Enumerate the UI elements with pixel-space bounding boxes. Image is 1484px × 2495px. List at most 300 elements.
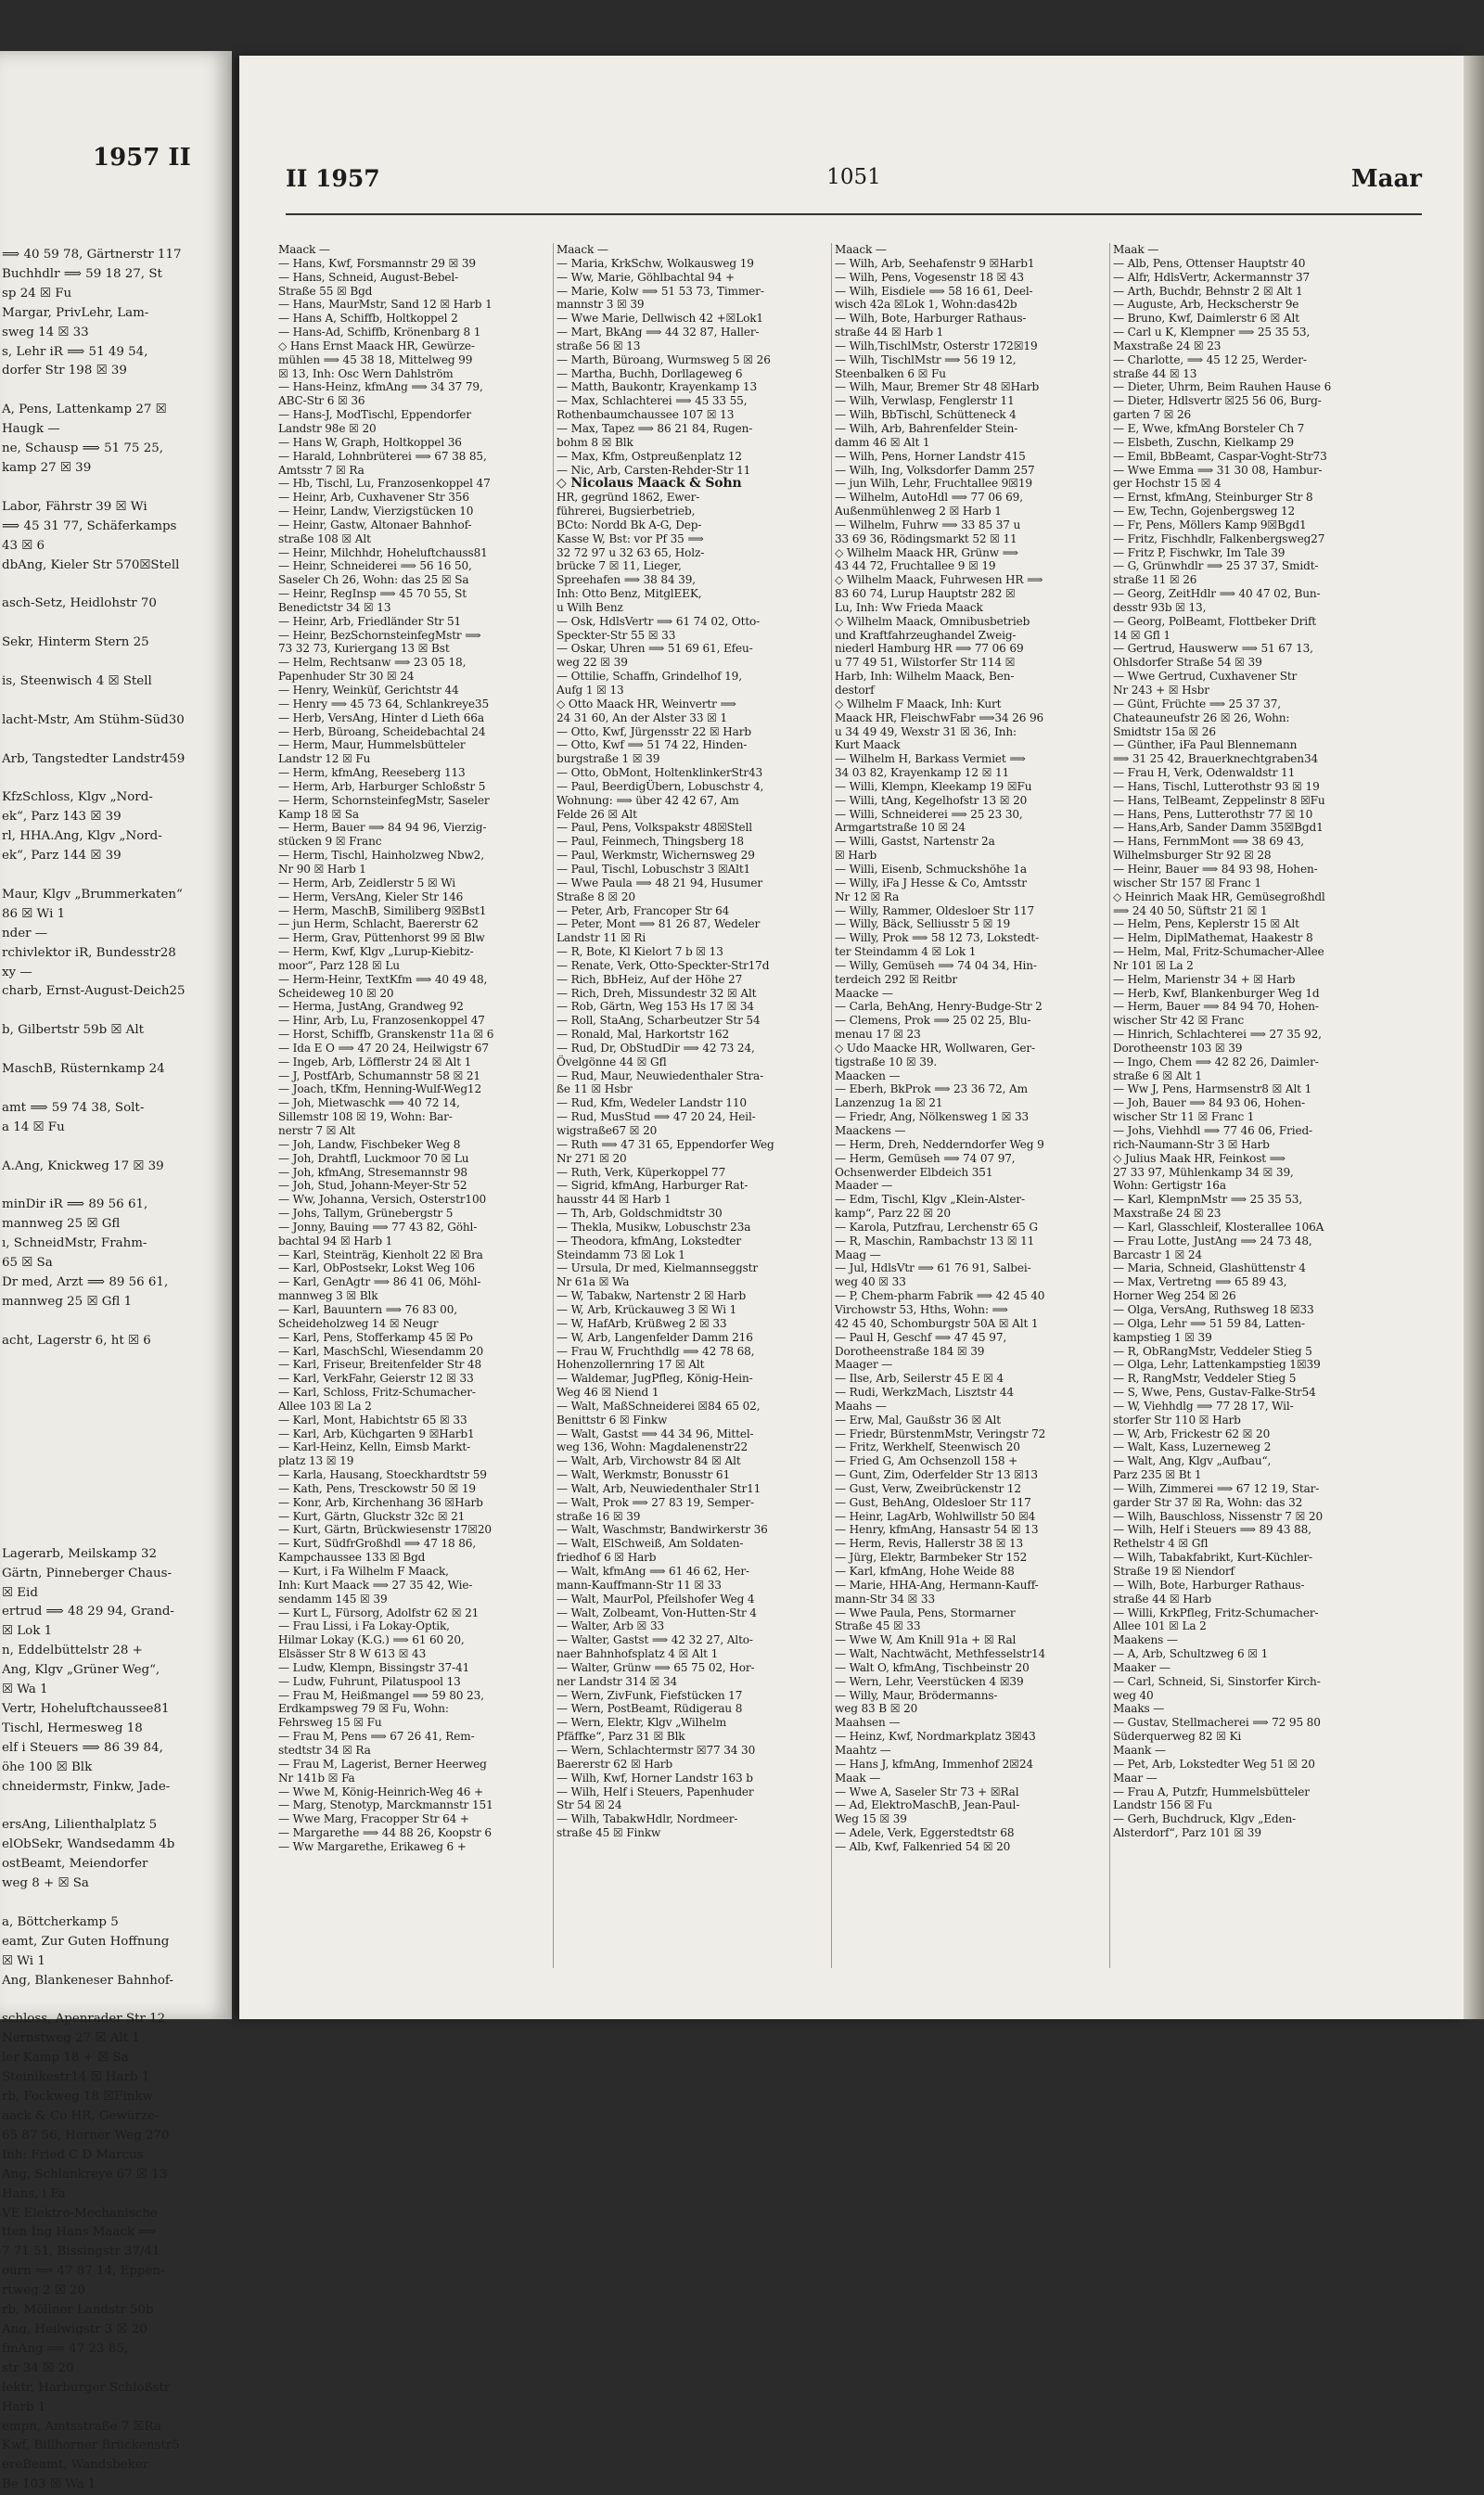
directory-entry: — Marie, HHA-Ang, Hermann-Kauff- xyxy=(835,1578,1039,1592)
directory-entry: — Hans, FernmMont ⟹ 38 69 43, xyxy=(1113,835,1304,849)
column-divider xyxy=(831,243,832,1968)
directory-entry: — jun Herm, Schlacht, Baererstr 62 xyxy=(278,917,479,931)
adjacent-page-line: dorfer Str 198 ☒ 39 xyxy=(2,364,127,378)
directory-entry: Maackens — xyxy=(835,1124,906,1137)
directory-entry: — Wilh, Tabakfabrikt, Kurt-Küchler- xyxy=(1113,1551,1312,1565)
directory-entry: niederl Hamburg HR ⟹ 77 06 69 xyxy=(835,642,1024,656)
directory-entry: stücken 9 ☒ Franc xyxy=(278,835,382,849)
directory-entry: — Martha, Buchh, Dorllageweg 6 xyxy=(556,366,743,380)
directory-entry: Sillemstr 108 ☒ 19, Wohn: Bar- xyxy=(278,1110,453,1124)
directory-entry: — Olga, Lehr, Lattenkampstieg 1☒39 xyxy=(1113,1358,1321,1372)
adjacent-page-line: Buchhdlr ⟹ 59 18 27, St xyxy=(2,266,162,281)
directory-entry: moor“, Parz 128 ☒ Lu xyxy=(278,958,400,972)
adjacent-page-line: VE Elektro-Mechanische xyxy=(2,2206,158,2220)
directory-entry: — Friedr, BürstenmMstr, Veringstr 72 xyxy=(835,1427,1046,1440)
directory-entry: ⟹ 24 40 50, Süftstr 21 ☒ 1 xyxy=(1113,903,1268,917)
adjacent-page-line: fmAng ⟹ 47 23 85, xyxy=(2,2341,129,2356)
directory-entry: — Karl, MaschSchl, Wiesendamm 20 xyxy=(278,1344,484,1358)
adjacent-page-line xyxy=(0,1389,232,1409)
directory-entry: 27 33 97, Mühlenkamp 34 ☒ 39, xyxy=(1113,1165,1294,1179)
directory-entry: — Wwe Marie, Dellwisch 42 +☒Lok1 xyxy=(556,312,763,326)
directory-entry: — Roll, StaAng, Scharbeutzer Str 54 xyxy=(556,1014,761,1028)
directory-entry: Scheideweg 10 ☒ 20 xyxy=(278,986,394,1000)
adjacent-page-line: ersAng, Lilienthalplatz 5 xyxy=(2,1818,158,1833)
directory-entry: — Joh, kfmAng, Stresemannstr 98 xyxy=(278,1165,467,1179)
adjacent-page-line: str 34 ☒ 20 xyxy=(2,2361,74,2375)
adjacent-page-line: ⟹ 45 31 77, Schäferkamps xyxy=(2,518,177,533)
directory-entry: — Wwe Marg, Fracopper Str 64 + xyxy=(278,1812,469,1826)
directory-entry: — Alb, Pens, Ottenser Hauptstr 40 xyxy=(1113,256,1306,270)
directory-entry: führerei, Bugsierbetrieb, xyxy=(556,505,696,518)
directory-entry: Maack HR, FleischwFabr ⟹34 26 96 xyxy=(835,710,1044,724)
directory-entry: — Henry, kfmAng, Hansastr 54 ☒ 13 xyxy=(835,1523,1039,1537)
directory-entry: Landstr 12 ☒ Fu xyxy=(278,752,371,766)
directory-entry: ◇ Wilhelm F Maack, Inh: Kurt xyxy=(835,697,1002,710)
adjacent-page-line: Margar, PrivLehr, Lam- xyxy=(2,305,149,320)
directory-entry: straße 45 ☒ Finkw xyxy=(556,1826,661,1840)
adjacent-page-line: mannweg 25 ☒ Gfl xyxy=(2,1217,121,1232)
adjacent-page-line: Ang, Heilwigstr 3 ☒ 20 xyxy=(2,2322,147,2336)
directory-entry: — Willy, iFa J Hesse & Co, Amtsstr xyxy=(835,876,1027,889)
directory-entry: — R, ObRangMstr, Veddeler Stieg 5 xyxy=(1113,1344,1312,1358)
directory-entry: — Heinr, LagArb, Wohlwillstr 50 ☒4 xyxy=(835,1509,1036,1523)
directory-entry: Nr 90 ☒ Harb 1 xyxy=(278,862,366,876)
adjacent-page-line: ☒ Wi 1 xyxy=(2,1953,45,1968)
directory-entry: — Heinr, Milchhdr, Hoheluftchauss81 xyxy=(278,545,488,559)
directory-entry: — Paul, BeerdigÜbern, Lobuschstr 4, xyxy=(556,779,764,793)
adjacent-page-line: Ang, Schlankreye 67 ☒ 13 xyxy=(2,2167,168,2182)
directory-entry: — Frau A, Putzfr, Hummelsbütteler xyxy=(1113,1785,1310,1798)
directory-entry: Virchowstr 53, Hths, Wohn: ⟹ xyxy=(835,1302,1008,1316)
directory-entry: mannstr 3 ☒ 39 xyxy=(556,298,645,312)
directory-entry: 33 69 36, Rödingsmarkt 52 ☒ 11 xyxy=(835,531,1017,545)
directory-entry: Außenmühlenweg 2 ☒ Harb 1 xyxy=(835,505,1002,518)
directory-entry: — Walt, kfmAng ⟹ 61 46 62, Her- xyxy=(556,1565,749,1578)
directory-entry: Lu, Inh: Ww Frieda Maack xyxy=(835,600,983,614)
directory-entry: — Wilh, Kwf, Horner Landstr 163 b xyxy=(556,1771,753,1785)
directory-entry: — Mart, BkAng ⟹ 44 32 87, Haller- xyxy=(556,326,760,339)
adjacent-page-line xyxy=(0,1991,232,2011)
directory-entry: 83 60 74, Lurup Hauptstr 282 ☒ xyxy=(835,587,1016,601)
adjacent-page-line xyxy=(0,1080,232,1099)
adjacent-page-line: Gärtn, Pinneberger Chaus- xyxy=(2,1566,172,1580)
adjacent-page-line: Harb 1 xyxy=(2,2399,46,2414)
adjacent-page-line xyxy=(0,1526,232,1545)
directory-entry: Kampchaussee 133 ☒ Bgd xyxy=(278,1551,426,1565)
adjacent-page-line xyxy=(0,1409,232,1428)
adjacent-page-line: rb, Möllner Landstr 50b xyxy=(2,2303,154,2318)
directory-entry: destorf xyxy=(835,684,875,697)
directory-entry: — Hans, Tischl, Lutterothstr 93 ☒ 19 xyxy=(1113,779,1320,793)
adjacent-page-line: xy — xyxy=(2,965,32,979)
adjacent-page-line: rchivlektor iR, Bundesstr28 xyxy=(2,945,176,960)
adjacent-page-line xyxy=(0,381,232,401)
directory-entry: — R, RangMstr, Veddeler Stieg 5 xyxy=(1113,1372,1297,1386)
directory-entry: — Herm, MaschB, Similiberg 9☒Bst1 xyxy=(278,903,487,917)
directory-entry: Armgartstraße 10 ☒ 24 xyxy=(835,821,966,835)
directory-entry: brücke 7 ☒ 11, Lieger, xyxy=(556,559,682,573)
directory-entry: Dorotheenstr 103 ☒ 39 xyxy=(1113,1041,1243,1055)
directory-entry: — Hinrich, Schlachterei ⟹ 27 35 92, xyxy=(1113,1028,1322,1042)
directory-entry: — Peter, Mont ⟹ 81 26 87, Wedeler xyxy=(556,917,761,931)
directory-entry: — Joh, Bauer ⟹ 84 93 06, Hohen- xyxy=(1113,1096,1305,1110)
directory-entry: — Herm, Gemüseh ⟹ 74 07 97, xyxy=(835,1151,1016,1165)
directory-entry: Hilmar Lokay (K.G.) ⟹ 61 60 20, xyxy=(278,1633,465,1647)
directory-entry: terdeich 292 ☒ Reitbr xyxy=(835,972,957,986)
page-header xyxy=(286,165,1422,202)
directory-entry: ☒ 13, Inh: Osc Wern Dahlström xyxy=(278,366,454,380)
adjacent-page-line xyxy=(0,1002,232,1021)
directory-entry: — Herm, Tischl, Hainholzweg Nbw2, xyxy=(278,849,484,863)
directory-entry: — Wern, Elektr, Klgv „Wilhelm xyxy=(556,1716,727,1730)
directory-entry: — Willy, Bäck, Selliusstr 5 ☒ 19 xyxy=(835,917,1011,931)
adjacent-page-line: ek“, Parz 144 ☒ 39 xyxy=(2,849,122,864)
directory-entry: straße 44 ☒ Harb 1 xyxy=(835,326,944,339)
adjacent-page-line: Be 103 ☒ Wa 1 xyxy=(2,2477,96,2492)
adjacent-page-line xyxy=(0,1448,232,1467)
directory-entry: — W, Arb, Frickestr 62 ☒ 20 xyxy=(1113,1427,1271,1440)
directory-entry: — Pet, Arb, Lokstedter Weg 51 ☒ 20 xyxy=(1113,1757,1315,1771)
directory-entry: storfer Str 110 ☒ Harb xyxy=(1113,1413,1241,1427)
directory-entry: — Heinr, RegInsp ⟹ 45 70 55, St xyxy=(278,587,467,601)
directory-entry: Maader — xyxy=(835,1179,893,1193)
directory-entry: — Ww, Johanna, Versich, Osterstr100 xyxy=(278,1193,487,1207)
directory-entry: — Karl, Schloss, Fritz-Schumacher- xyxy=(278,1386,476,1400)
directory-entry: — Walter, Arb ☒ 33 xyxy=(556,1619,665,1633)
adjacent-page-line: elf i Steuers ⟹ 86 39 84, xyxy=(2,1740,163,1755)
directory-entry: — Wilh, Pens, Horner Landstr 415 xyxy=(835,449,1026,463)
directory-entry: — Wwe M, König-Heinrich-Weg 46 + xyxy=(278,1785,484,1798)
adjacent-page-line: a, Böttcherkamp 5 xyxy=(2,1914,119,1929)
directory-entry: Spreehafen ⟹ 38 84 39, xyxy=(556,573,696,587)
adjacent-page-line: Tischl, Hermesweg 18 xyxy=(2,1721,143,1735)
directory-entry: — W, Tabakw, Nartenstr 2 ☒ Harb xyxy=(556,1289,747,1303)
directory-entry: — Walter, Grünw ⟹ 65 75 02, Hor- xyxy=(556,1660,755,1674)
directory-entry: Straße 45 ☒ 33 xyxy=(835,1619,921,1633)
directory-entry: — Henry, Weinküf, Gerichtstr 44 xyxy=(278,684,459,697)
directory-entry: — Georg, PolBeamt, Flottbeker Drift xyxy=(1113,614,1317,628)
directory-entry: — Rud, MusStud ⟹ 47 20 24, Heil- xyxy=(556,1110,756,1124)
adjacent-page-line xyxy=(0,1351,232,1371)
adjacent-page-line: rtweg 2 ☒ 20 xyxy=(2,2284,86,2298)
directory-entry: — Margarethe ⟹ 44 88 26, Koopstr 6 xyxy=(278,1826,492,1840)
directory-entry: Maank — xyxy=(1113,1743,1166,1757)
directory-entry: — Hans-Heinz, kfmAng ⟹ 34 37 79, xyxy=(278,380,483,394)
directory-entry: — Emil, BbBeamt, Caspar-Voght-Str73 xyxy=(1113,449,1327,463)
directory-entry: — Karl, kfmAng, Hohe Weide 88 xyxy=(835,1565,1015,1578)
directory-entry: Smidtstr 15a ☒ 26 xyxy=(1113,724,1216,738)
directory-entry: ◇ Udo Maacke HR, Wollwaren, Ger- xyxy=(835,1041,1035,1055)
directory-entry: u 34 49 49, Wexstr 31 ☒ 36, Inh: xyxy=(835,724,1017,738)
directory-entry: ◇ Julius Maak HR, Feinkost ⟹ xyxy=(1113,1151,1286,1165)
directory-entry: Baererstr 62 ☒ Harb xyxy=(556,1757,673,1771)
directory-entry: — Eberh, BkProk ⟹ 23 36 72, Am xyxy=(835,1082,1028,1096)
directory-entry: desstr 93b ☒ 13, xyxy=(1113,600,1207,614)
directory-entry: Straße 8 ☒ 20 xyxy=(556,889,635,903)
directory-entry: — Wilh,TischlMstr, Osterstr 172☒19 xyxy=(835,339,1038,352)
directory-entry: Chateauneufstr 26 ☒ 26, Wohn: xyxy=(1113,710,1290,724)
directory-entry: — Ingo, Chem ⟹ 42 82 26, Daimler- xyxy=(1113,1055,1319,1068)
directory-entry: — Willy, Rammer, Oldesloer Str 117 xyxy=(835,903,1035,917)
directory-entry: Weg 15 ☒ 39 xyxy=(835,1812,907,1826)
directory-entry: — Hinr, Arb, Lu, Franzosenkoppel 47 xyxy=(278,1014,485,1028)
directory-entry: — Ew, Techn, Gojenbergsweg 12 xyxy=(1113,505,1296,518)
directory-entry: — Karola, Putzfrau, Lerchenstr 65 G xyxy=(835,1220,1038,1234)
directory-entry: Nr 141b ☒ Fa xyxy=(278,1771,355,1785)
directory-entry: — Willi, tAng, Kegelhofstr 13 ☒ 20 xyxy=(835,793,1028,807)
listing-column-3 xyxy=(835,243,1106,1968)
directory-entry: — Renate, Verk, Otto-Speckter-Str17d xyxy=(556,958,770,972)
directory-entry: — Th, Arb, Goldschmidtstr 30 xyxy=(556,1207,723,1221)
adjacent-page-line xyxy=(0,731,232,750)
adjacent-page-line: b, Gilbertstr 59b ☒ Alt xyxy=(2,1023,144,1038)
directory-entry: — Wilh, Arb, Seehafenstr 9 ☒Harb1 xyxy=(835,256,1035,270)
directory-entry: Övelgönne 44 ☒ Gfl xyxy=(556,1055,667,1068)
directory-entry: — Willi, Klempn, Kleekamp 19 ☒Fu xyxy=(835,779,1032,793)
directory-entry: — Gustav, Stellmacherei ⟹ 72 95 80 xyxy=(1113,1716,1321,1730)
directory-entry: — Walt, Werkmstr, Bonusstr 61 xyxy=(556,1468,731,1482)
directory-entry: — Heinr, Schneiderei ⟹ 56 16 50, xyxy=(278,559,472,573)
directory-entry: burgstraße 1 ☒ 39 xyxy=(556,752,660,766)
adjacent-page-line: Nernstweg 27 ☒ Alt 1 xyxy=(2,2031,140,2046)
directory-entry: Horner Weg 254 ☒ 26 xyxy=(1113,1289,1236,1303)
directory-entry: — Walt, Prok ⟹ 27 83 19, Semper- xyxy=(556,1495,754,1509)
directory-entry: — Ww J, Pens, Harmsenstr8 ☒ Alt 1 xyxy=(1113,1082,1312,1096)
directory-entry: — Herma, JustAng, Grandweg 92 xyxy=(278,1000,464,1014)
directory-entry: — Wilh, TischlMstr ⟹ 56 19 12, xyxy=(835,352,1017,366)
directory-entry: — Wern, Schlachtermstr ☒77 34 30 xyxy=(556,1743,756,1757)
adjacent-page-line: lektr, Harburger Schloßstr xyxy=(2,2380,171,2395)
adjacent-page-line: Ang, Klgv „Grüner Weg“, xyxy=(2,1663,160,1678)
adjacent-page-line: chneidermstr, Finkw, Jade- xyxy=(2,1779,171,1794)
directory-entry: ABC-Str 6 ☒ 36 xyxy=(278,394,365,408)
directory-entry: Nr 243 + ☒ Hsbr xyxy=(1113,684,1209,697)
directory-entry: — Helm, Mal, Fritz-Schumacher-Allee xyxy=(1113,945,1324,959)
directory-entry: Elsässer Str 8 W 613 ☒ 43 xyxy=(278,1647,427,1661)
directory-entry: — Hans-J, ModTischl, Eppendorfer xyxy=(278,408,471,422)
directory-entry: bohm 8 ☒ Blk xyxy=(556,435,633,449)
directory-entry: Maaks — xyxy=(1113,1702,1165,1716)
directory-entry: tigstraße 10 ☒ 39. xyxy=(835,1055,938,1068)
directory-entry: — Ilse, Arb, Seilerstr 45 E ☒ 4 xyxy=(835,1372,1004,1386)
directory-entry: Maaker — xyxy=(1113,1660,1171,1674)
directory-entry: — Karl, Bauuntern ⟹ 76 83 00, xyxy=(278,1302,457,1316)
directory-entry: — Olga, VersAng, Ruthsweg 18 ☒33 xyxy=(1113,1302,1314,1316)
directory-entry: — Wilh, Bote, Harburger Rathaus- xyxy=(1113,1578,1305,1592)
directory-entry: — Hans, MaurMstr, Sand 12 ☒ Harb 1 xyxy=(278,298,493,312)
directory-entry: — Karl-Heinz, Kelln, Eimsb Markt- xyxy=(278,1440,471,1454)
directory-entry: — Karl, VerkFahr, Geierstr 12 ☒ 33 xyxy=(278,1372,474,1386)
directory-entry: — Heinr, Landw, Vierzigstücken 10 xyxy=(278,505,474,518)
directory-entry: — Wilh, Bote, Harburger Rathaus- xyxy=(835,312,1027,326)
directory-entry: straße 16 ☒ 39 xyxy=(556,1509,641,1523)
directory-entry: straße 108 ☒ Alt xyxy=(278,531,371,545)
directory-entry: — Hans, Kwf, Forsmannstr 29 ☒ 39 xyxy=(278,256,476,270)
directory-entry: — Walt, ElSchweiß, Am Soldaten- xyxy=(556,1537,744,1551)
directory-entry: — Walt, Kass, Luzerneweg 2 xyxy=(1113,1440,1272,1454)
directory-entry: Barcastr 1 ☒ 24 xyxy=(1113,1248,1202,1261)
directory-entry: — Helm, Rechtsanw ⟹ 23 05 18, xyxy=(278,656,467,670)
directory-entry: — W, Viehhdlg ⟹ 77 28 17, Wil- xyxy=(1113,1399,1294,1413)
adjacent-page-line: Maur, Klgv „Brummerkaten“ xyxy=(2,887,183,902)
directory-entry: — Joh, Landw, Fischbeker Weg 8 xyxy=(278,1137,461,1151)
directory-entry: — Paul H, Geschf ⟹ 47 45 97, xyxy=(835,1330,1007,1344)
directory-entry: — G, Grünwhdlr ⟹ 25 37 37, Smidt- xyxy=(1113,559,1319,573)
directory-entry: — Hans W, Graph, Holtkoppel 36 xyxy=(278,435,462,449)
directory-entry: — Wilh, Helf i Steuers ⟹ 89 43 88, xyxy=(1113,1523,1311,1537)
directory-entry: — Herm, Dreh, Nedderndorfer Weg 9 xyxy=(835,1137,1044,1151)
directory-entry: — Rich, Dreh, Missundestr 32 ☒ Alt xyxy=(556,986,757,1000)
directory-entry: — Fritz, Werkhelf, Steenwisch 20 xyxy=(835,1440,1020,1454)
directory-entry: wischer Str 157 ☒ Franc 1 xyxy=(1113,876,1261,889)
directory-entry: — Kath, Pens, Tresckowstr 50 ☒ 19 xyxy=(278,1481,476,1495)
directory-entry: — Ruth, Verk, Küperkoppel 77 xyxy=(556,1165,726,1179)
directory-entry: — Ww Margarethe, Erikaweg 6 + xyxy=(278,1839,467,1853)
directory-entry: Straße 55 ☒ Bgd xyxy=(278,284,373,298)
directory-entry: — Willi, Eisenb, Schmuckshöhe 1a xyxy=(835,862,1027,876)
directory-entry: — Ad, ElektroMaschB, Jean-Paul- xyxy=(835,1798,1020,1812)
adjacent-page-line xyxy=(0,479,232,498)
directory-entry: — Walt, Nachtwächt, Methfesselstr14 xyxy=(835,1647,1046,1661)
directory-entry: — Herb, Kwf, Blankenburger Weg 1d xyxy=(1113,986,1320,1000)
directory-entry: — Erw, Mal, Gaußstr 36 ☒ Alt xyxy=(835,1413,1001,1427)
directory-entry: — Ruth ⟹ 47 31 65, Eppendorfer Weg xyxy=(556,1137,774,1151)
directory-entry: — Frau Lissi, i Fa Lokay-Optik, xyxy=(278,1619,450,1633)
directory-entry: — Paul, Pens, Volkspakstr 48☒Stell xyxy=(556,821,752,835)
adjacent-page-line: asch-Setz, Heidlohstr 70 xyxy=(2,596,157,611)
directory-entry: — Gertrud, Hauswerw ⟹ 51 67 13, xyxy=(1113,642,1313,656)
directory-entry: — Joh, Drahtfl, Luckmoor 70 ☒ Lu xyxy=(278,1151,469,1165)
directory-entry: — Jul, HdlsVtr ⟹ 61 76 91, Salbei- xyxy=(835,1261,1031,1275)
adjacent-page-line: 43 ☒ 6 xyxy=(2,538,45,553)
adjacent-page-line xyxy=(0,1138,232,1158)
directory-entry: straße 44 ☒ Harb xyxy=(1113,1592,1211,1606)
directory-entry: — Wwe W, Am Knill 91a + ☒ Ral xyxy=(835,1633,1017,1647)
directory-entry: Steindamm 73 ☒ Lok 1 xyxy=(556,1248,685,1261)
directory-entry: — R, Bote, Kl Kielort 7 b ☒ 13 xyxy=(556,945,723,959)
directory-entry: — Walt, Arb, Virchowstr 84 ☒ Alt xyxy=(556,1454,741,1468)
directory-entry: — Dieter, Hdlsvertr ☒25 56 06, Burg- xyxy=(1113,394,1322,408)
directory-entry: — Carl u K, Klempner ⟹ 25 35 53, xyxy=(1113,326,1311,339)
directory-entry: — Kurt, SüdfrGroßhdl ⟹ 47 18 86, xyxy=(278,1537,477,1551)
directory-entry: Weg 46 ☒ Niend 1 xyxy=(556,1386,659,1400)
directory-entry: — Georg, ZeitHdlr ⟹ 40 47 02, Bun- xyxy=(1113,587,1321,601)
adjacent-page-line: a 14 ☒ Fu xyxy=(2,1120,65,1134)
directory-entry: Benedictstr 34 ☒ 13 xyxy=(278,600,391,614)
adjacent-page-listing xyxy=(0,246,232,2492)
directory-entry: — Alb, Kwf, Falkenried 54 ☒ 20 xyxy=(835,1839,1011,1853)
adjacent-page-line: empn, Amtsstraße 7 ☒Ra xyxy=(2,2419,161,2434)
directory-entry: — Hans, TelBeamt, Zeppelinstr 8 ☒Fu xyxy=(1113,793,1325,807)
directory-entry: — Wilh, Verwlasp, Fenglerstr 11 xyxy=(835,394,1015,408)
directory-entry: — Adele, Verk, Eggerstedtstr 68 xyxy=(835,1826,1015,1840)
directory-entry: — Rob, Gärtn, Weg 153 Hs 17 ☒ 34 xyxy=(556,1000,754,1014)
directory-entry: — Wern, PostBeamt, Rüdigerau 8 xyxy=(556,1702,743,1716)
directory-entry: — Walt, Ang, Klgv „Aufbau“, xyxy=(1113,1454,1272,1468)
directory-entry: — Willi, KrkPfleg, Fritz-Schumacher- xyxy=(1113,1606,1319,1619)
directory-entry: — Heinr, Gastw, Altonaer Bahnhof- xyxy=(278,518,472,531)
directory-entry: Nr 61a ☒ Wa xyxy=(556,1275,630,1289)
directory-entry: Allee 101 ☒ La 2 xyxy=(1113,1619,1207,1633)
adjacent-page-line: eamt, Zur Guten Hoffnung xyxy=(2,1934,170,1949)
adjacent-page-line: ı, SchneidMstr, Frahm- xyxy=(2,1236,147,1251)
directory-entry: Rethelstr 4 ☒ Gfl xyxy=(1113,1537,1209,1551)
adjacent-page-line: Sekr, Hinterm Stern 25 xyxy=(2,635,149,650)
directory-entry: — Herb, VersAng, Hinter d Lieth 66a xyxy=(278,710,484,724)
directory-entry: — Karl, ObPostsekr, Lokst Weg 106 xyxy=(278,1261,475,1275)
directory-entry: — Karl, Arb, Küchgarten 9 ☒Harb1 xyxy=(278,1427,475,1440)
directory-entry: — Karl, Friseur, Breitenfelder Str 48 xyxy=(278,1358,481,1372)
directory-entry: — Elsbeth, Zuschn, Kielkamp 29 xyxy=(1113,435,1294,449)
directory-entry: mann-Str 34 ☒ 33 xyxy=(835,1592,936,1606)
directory-entry: ger Hochstr 15 ☒ 4 xyxy=(1113,477,1222,491)
directory-entry: — Heinz, Kwf, Nordmarkplatz 3☒43 xyxy=(835,1730,1036,1744)
directory-entry: — Hans-Ad, Schiffb, Krönenbarg 8 1 xyxy=(278,326,481,339)
directory-entry: — Wilh, Eisdiele ⟹ 58 16 61, Deel- xyxy=(835,284,1033,298)
adjacent-page-line: ek“, Parz 143 ☒ 39 xyxy=(2,810,122,825)
directory-entry: — Karl, KlempnMstr ⟹ 25 35 53, xyxy=(1113,1193,1303,1207)
directory-entry: — Max, Vertretng ⟹ 65 89 43, xyxy=(1113,1275,1287,1289)
directory-entry: — Wern, ZivFunk, Fiefstücken 17 xyxy=(556,1688,743,1702)
adjacent-page-line: rl, HHA.Ang, Klgv „Nord- xyxy=(2,829,162,844)
directory-entry: Steenbalken 6 ☒ Fu xyxy=(835,366,946,380)
directory-entry: — Joach, tKfm, Henning-Wulf-Weg12 xyxy=(278,1082,482,1096)
directory-entry: — Waldemar, JugPfleg, König-Hein- xyxy=(556,1372,753,1386)
directory-entry: — Hans J, kfmAng, Immenhof 2☒24 xyxy=(835,1757,1033,1771)
adjacent-page-line: ne, Schausp ⟹ 51 75 25, xyxy=(2,441,164,456)
directory-entry: Maack — xyxy=(278,243,330,256)
directory-entry: — Marie, Kolw ⟹ 51 53 73, Timmer- xyxy=(556,284,764,298)
directory-entry: ◇ Wilhelm Maack, Fuhrwesen HR ⟹ xyxy=(835,573,1043,587)
adjacent-page-line: sweg 14 ☒ 33 xyxy=(2,325,89,339)
adjacent-page-line xyxy=(0,1798,232,1817)
directory-entry: Maahtz — xyxy=(835,1743,891,1757)
adjacent-page-line: 86 ☒ Wi 1 xyxy=(2,906,66,921)
adjacent-page-line xyxy=(0,575,232,595)
page-number: 1051 xyxy=(826,165,881,189)
adjacent-page-line: Kwf, Billhorner Brückenstr5 xyxy=(2,2438,180,2453)
directory-entry: — Wwe A, Saseler Str 73 + ☒Ral xyxy=(835,1785,1019,1798)
directory-entry: — Wilh, Arb, Bahrenfelder Stein- xyxy=(835,421,1018,435)
directory-entry: Wohnung: ⟹ über 42 42 67, Am xyxy=(556,793,739,807)
adjacent-page-line: Haugk — xyxy=(2,422,60,437)
directory-entry: — Herm-Heinr, TextKfm ⟹ 40 49 48, xyxy=(278,972,488,986)
adjacent-page-line: Arb, Tangstedter Landstr459 xyxy=(2,751,186,766)
directory-entry: 73 32 73, Kuriergang 13 ☒ Bst xyxy=(278,642,450,656)
directory-entry: wigstraße67 ☒ 20 xyxy=(556,1124,658,1137)
directory-entry: Allee 103 ☒ La 2 xyxy=(278,1399,372,1413)
adjacent-page-line: acht, Lagerstr 6, ht ☒ 6 xyxy=(2,1333,151,1348)
directory-entry: — Nic, Arb, Carsten-Rehder-Str 11 xyxy=(556,463,751,477)
directory-entry: — Max, Schlachterei ⟹ 45 33 55, xyxy=(556,394,748,408)
directory-entry: — Wwe Paula, Pens, Stormarner xyxy=(835,1606,1016,1619)
adjacent-page-line: ertrud ⟹ 48 29 94, Grand- xyxy=(2,1605,174,1619)
directory-entry: ◇ Hans Ernst Maack HR, Gewürze- xyxy=(278,339,475,352)
column-divider xyxy=(553,243,554,1968)
directory-entry: ße 11 ☒ Hsbr xyxy=(556,1082,633,1096)
directory-entry: — A, Arb, Schultzweg 6 ☒ 1 xyxy=(1113,1647,1269,1661)
directory-entry: — Carl, Schneid, Si, Sinstorfer Kirch- xyxy=(1113,1674,1321,1688)
directory-entry: — Henry ⟹ 45 73 64, Schlankreye35 xyxy=(278,697,490,710)
adjacent-page-line xyxy=(0,1371,232,1390)
directory-entry: — Walt, MaurPol, Pfeilshofer Weg 4 xyxy=(556,1592,755,1606)
adjacent-page-line: rb, Fockweg 18 ☒Finkw xyxy=(2,2090,154,2105)
adjacent-page-line: mannweg 25 ☒ Gfl 1 xyxy=(2,1294,133,1309)
directory-entry: — Helm, Marienstr 34 + ☒ Harb xyxy=(1113,972,1296,986)
directory-entry: Pfäffke“, Parz 31 ☒ Blk xyxy=(556,1730,685,1744)
directory-entry: — Maria, Schneid, Glashüttenstr 4 xyxy=(1113,1261,1306,1275)
directory-entry: Kamp 18 ☒ Sa xyxy=(278,807,359,821)
